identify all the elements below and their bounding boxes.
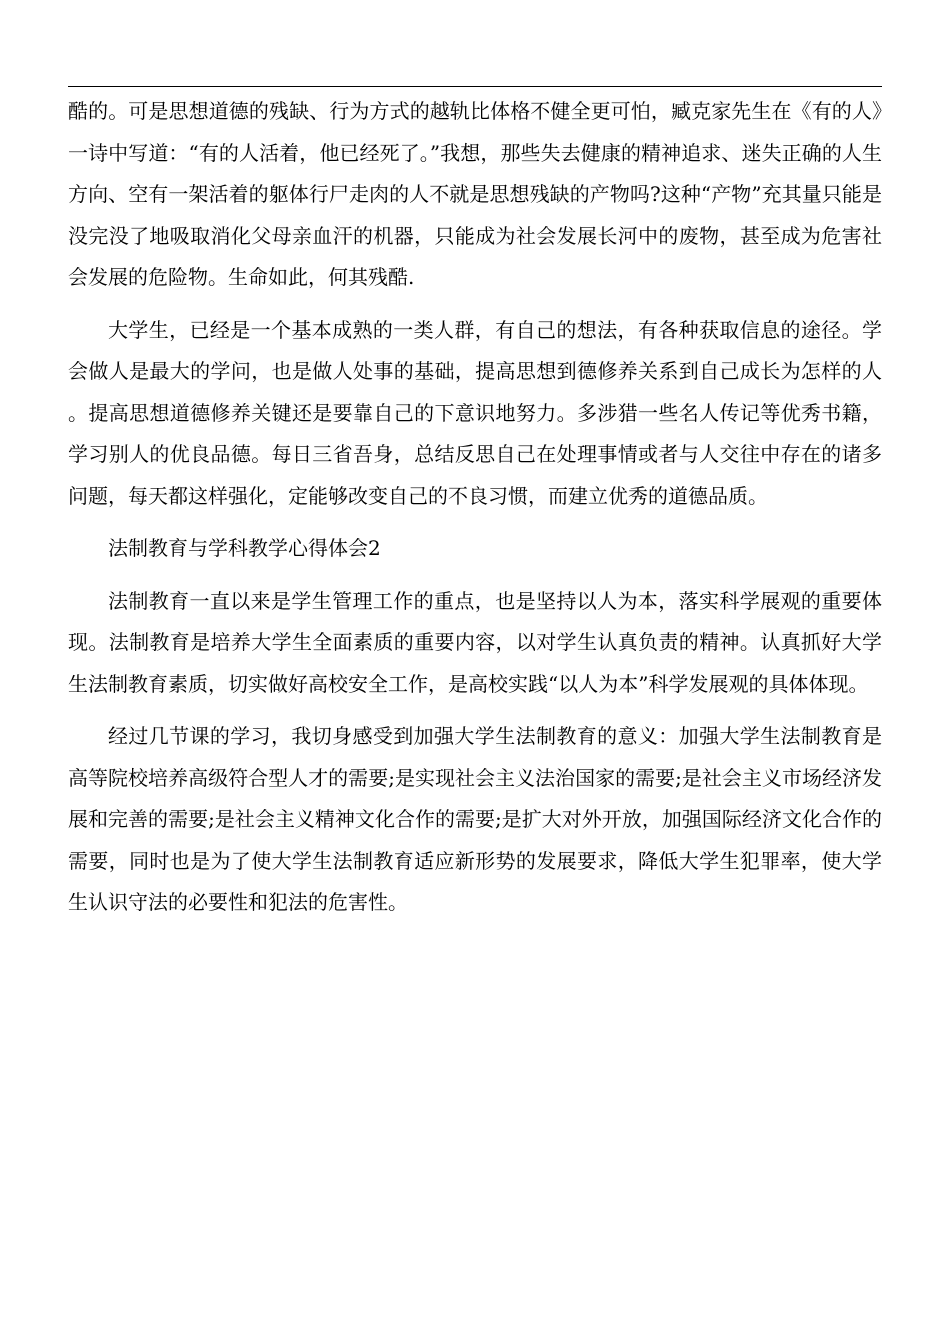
paragraph-1: 酷的。可是思想道德的残缺、行为方式的越轨比体格不健全更可怕，臧克家先生在《有的人》一诗中写道：“有的人活着，他已经死了。”我想，那些失去健康的精神追求、迷失正确的人生方向、空有一架活着的躯体行尸走肉的人不就是思想残缺的产物吗?这种“产物”充其量只能是没完没了地吸取消化父母亲血汗的机器，只能成为社会发展长河中的废物，甚至成为危害社会发展的危险物。生命如此，何其残酷. [68, 99, 882, 289]
paragraph-4: 经过几节课的学习，我切身感受到加强大学生法制教育的意义：加强大学生法制教育是高等院校培养高级符合型人才的需要;是实现社会主义法治国家的需要;是社会主义市场经济发展和完善的需要;是社会主义精神文化合作的需要;是扩大对外开放，加强国际经济文化合作的需要，同时也是为了使大学生法制教育适应新形势的发展要求，降低大学生犯罪率，使大学生认识守法的必要性和犯法的危害性。 [68, 724, 882, 914]
paragraph-3: 法制教育一直以来是学生管理工作的重点，也是坚持以人为本，落实科学展观的重要体现。法制教育是培养大学生全面素质的重要内容，以对学生认真负责的精神。认真抓好大学生法制教育素质，切实做好高校安全工作，是高校实践“以人为本”科学发展观的具体体现。 [68, 588, 882, 696]
paragraph-2: 大学生，已经是一个基本成熟的一类人群，有自己的想法，有各种获取信息的途径。学会做人是最大的学问，也是做人处事的基础，提高思想到德修养关系到自己成长为怎样的人。提高思想道德修养关键还是要靠自己的下意识地努力。多涉猎一些名人传记等优秀书籍，学习别人的优良品德。每日三省吾身，总结反思自己在处理事情或者与人交往中存在的诸多问题，每天都这样强化，定能够改变自己的不良习惯，而建立优秀的道德品质。 [68, 317, 882, 508]
document-body [68, 91, 882, 935]
header-rule [68, 86, 882, 87]
section-heading: 法制教育与学科教学心得体会2 [108, 536, 381, 560]
